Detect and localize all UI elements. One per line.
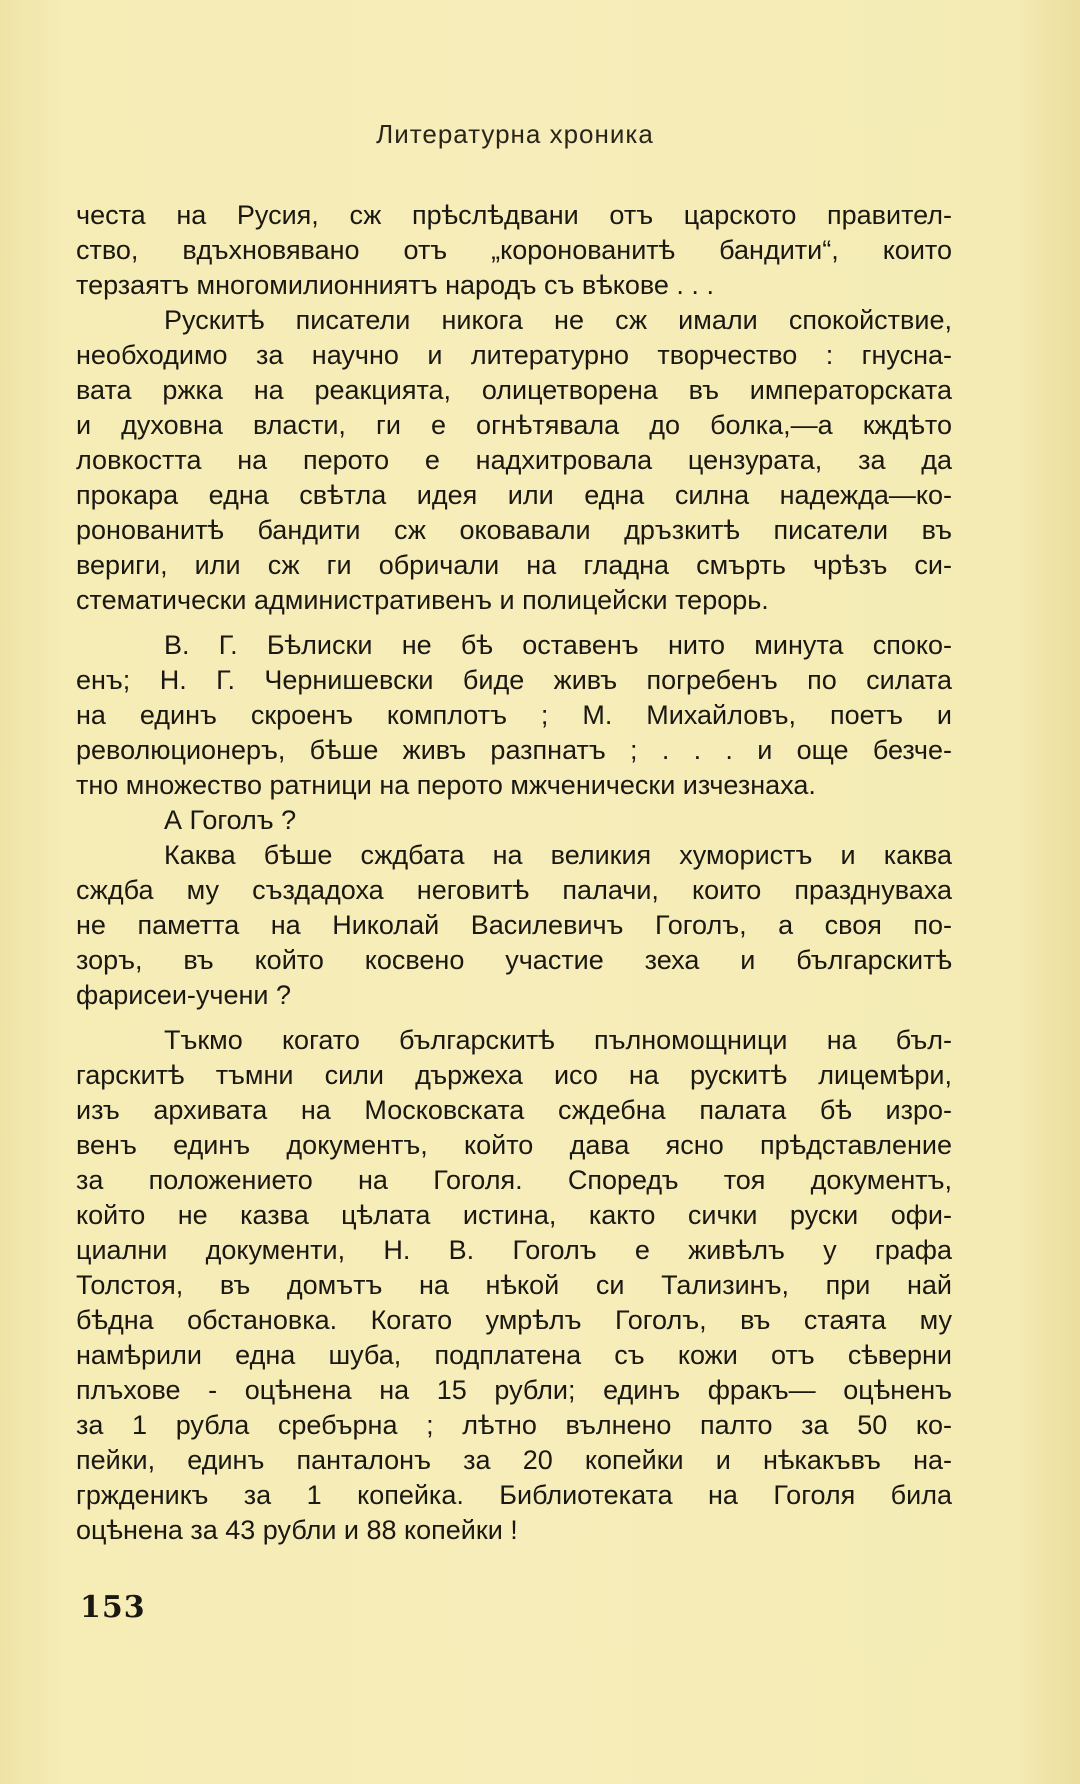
text-line: плъхове - оцѣнена на 15 рубли; единъ фракъ— оцѣненъ — [76, 1375, 952, 1405]
text-line: вата ржка на реакцията, олицетворена въ императорската — [76, 375, 952, 405]
page-number: 153 — [80, 1590, 146, 1625]
text-line: Толстоя, въ домътъ на нѣкой си Тализинъ, при най — [76, 1270, 952, 1300]
text-line: венъ единъ документъ, който дава ясно прѣдставление — [76, 1130, 952, 1160]
text-line: за положението на Гоголя. Споредъ тоя документъ, — [76, 1165, 952, 1195]
text-line: фарисеи-учени ? — [76, 980, 292, 1010]
paragraph — [76, 628, 952, 803]
body-text — [76, 198, 952, 1548]
paragraph — [76, 1023, 952, 1548]
text-line: не паметта на Николай Василевичъ Гоголъ, а своя по- — [76, 910, 952, 940]
text-line: Каква бѣше сждбата на великия хумористъ и каква — [164, 840, 952, 870]
text-line: на единъ скроенъ комплотъ ; М. Михайловъ, поетъ и — [76, 700, 952, 730]
text-line: циални документи, Н. В. Гоголъ е живѣлъ у графа — [76, 1235, 952, 1265]
text-line: вериги, или сж ги обричали на гладна смърть чрѣзъ си- — [76, 550, 952, 580]
text-line: В. Г. Бѣлиски не бѣ оставенъ нито минута споко- — [164, 630, 952, 660]
text-line: ловкостта на перото е надхитровала цензурата, за да — [76, 445, 952, 475]
text-line: революционеръ, бѣше живъ разпнатъ ; . . . и още безче- — [76, 735, 952, 765]
text-line: енъ; Н. Г. Чернишевски биде живъ погребенъ по силата — [76, 665, 952, 695]
text-line: терзаятъ многомилионниятъ народъ съ вѣкове . . . — [76, 270, 714, 300]
text-line: тно множество ратници на перото мжченически изчезнаха. — [76, 770, 816, 800]
text-line: стематически административенъ и полицейски терорь. — [76, 585, 769, 615]
text-line: изъ архивата на Московската сждебна палата бѣ изро- — [76, 1095, 952, 1125]
text-line: бѣдна обстановка. Когато умрѣлъ Гоголъ, въ стаята му — [76, 1305, 952, 1335]
text-line: прокара една свѣтла идея или една силна надежда—ко- — [76, 480, 952, 510]
text-line: Рускитѣ писатели никога не сж имали спокойствие, — [164, 305, 952, 335]
text-line: зоръ, въ който косвено участие зеха и българскитѣ — [76, 945, 952, 975]
text-line: който не казва цѣлата истина, както сички руски офи- — [76, 1200, 952, 1230]
text-line: А Гоголъ ? — [164, 805, 297, 835]
paragraph — [76, 198, 952, 303]
text-line: гарскитѣ тъмни сили държеха исо на рускитѣ лицемѣри, — [76, 1060, 952, 1090]
text-line: оцѣнена за 43 рубли и 88 копейки ! — [76, 1515, 518, 1545]
text-line: пейки, единъ панталонъ за 20 копейки и нѣкакъвъ на- — [76, 1445, 952, 1475]
text-line: ронованитѣ бандити сж оковавали дръзкитѣ писатели въ — [76, 515, 952, 545]
text-line: Тъкмо когато българскитѣ пълномощници на бъл- — [164, 1025, 952, 1055]
text-line: за 1 рубла сребърна ; лѣтно вълнено палто за 50 ко- — [76, 1410, 952, 1440]
text-line: ство, вдъхновявано отъ „коронованитѣ бандити“, които — [76, 235, 952, 265]
text-line: сждба му създадоха неговитѣ палачи, които празднуваха — [76, 875, 952, 905]
paragraph — [76, 803, 952, 838]
text-line: необходимо за научно и литературно творчество : гнусна- — [76, 340, 952, 370]
text-line: гржденикъ за 1 копейка. Библиотеката на Гоголя била — [76, 1480, 952, 1510]
paragraph — [76, 838, 952, 1013]
running-head: Литературна хроника — [376, 119, 654, 149]
text-line: и духовна власти, ги е огнѣтявала до болка,—а кждѣто — [76, 410, 952, 440]
paragraph — [76, 303, 952, 618]
text-line: намѣрили една шуба, подплатена съ кожи отъ сѣверни — [76, 1340, 952, 1370]
text-line: честа на Русия, сж прѣслѣдвани отъ царското правител- — [76, 200, 952, 230]
